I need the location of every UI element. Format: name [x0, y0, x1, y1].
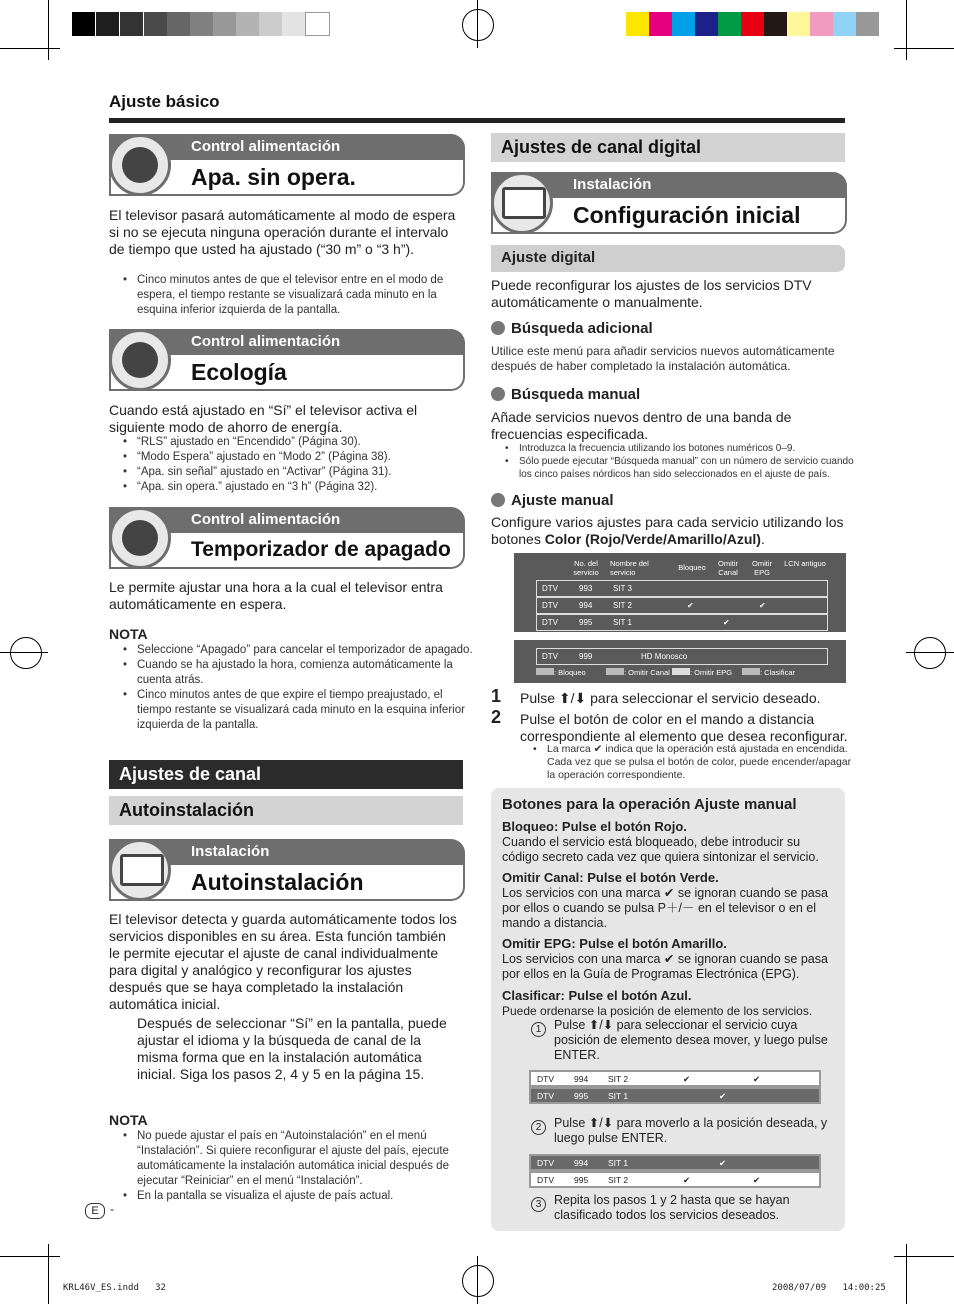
legend-green: : Omitir Canal: [606, 668, 670, 677]
heading-title: Configuración inicial: [491, 198, 847, 234]
heading-apa-sin-opera: [109, 134, 465, 198]
item-title: Omitir Canal: Pulse el botón Verde.: [502, 870, 719, 885]
bullet-dot-icon: [491, 493, 505, 507]
list-item: • Sólo puede ejecutar “Búsqueda manual” con un número de servicio cuando los cinco países nórdicos han sido seleccionados en el ajuste de país.: [519, 455, 859, 481]
box-title: Botones para la operación Ajuste manual: [502, 796, 797, 813]
table-row[interactable]: DTV 995 SIT 1 ✔: [536, 614, 828, 631]
bullet-list: [533, 743, 859, 782]
heading-category: Instalación: [109, 839, 465, 865]
table-break: [514, 632, 846, 640]
item-text: Puede ordenarse la posición de elemento de los servicios.: [502, 1004, 813, 1018]
list-item: • Introduzca la frecuencia utilizando los botones numéricos 0–9.: [519, 442, 859, 455]
paragraph: El televisor detecta y guarda automáticamente todos los servicios disponibles en su área. Esta función también le permite ejecutar el ajuste de canal individualmente para digital y analógico y reconfigurar los ajustes después que se haya completado la instalación automática inicial.: [109, 911, 457, 1012]
column-header: Bloqueo: [678, 563, 706, 572]
list-item: • “Modo Espera” ajustado en “Modo 2” (Página 38).: [137, 450, 479, 465]
heading-title: Apa. sin opera.: [109, 160, 465, 196]
service-table-screen: [514, 553, 846, 683]
manual-buttons-box: [491, 788, 845, 1231]
column-header: Omitir Canal: [718, 559, 738, 577]
substep-text: Pulse ⬆/⬇ para seleccionar el servicio cuya posición de elemento desea mover, y luego pulse ENTER.: [554, 1018, 828, 1062]
heading-title: Autoinstalación: [109, 865, 465, 901]
substep-text: Repita los pasos 1 y 2 hasta que se hayan clasificado todos los servicios deseados.: [554, 1193, 790, 1222]
mini-table-row: DTV 994 SIT 2 ✔ ✔: [529, 1070, 821, 1087]
list-item: • Cinco minutos antes de que expire el tiempo preajustado, el tiempo restante se visualizará cada minuto en la esquina inferior izquierda de la pantalla.: [137, 688, 479, 733]
note-title: NOTA: [109, 626, 148, 642]
bullet-list: [123, 435, 479, 495]
tv-settings-icon: [491, 172, 553, 234]
heading-title: Ecología: [109, 355, 465, 391]
list-item: • Cuando se ha ajustado la hora, comienza automáticamente la cuenta atrás.: [137, 658, 479, 688]
substep-number: 2: [531, 1117, 546, 1135]
paragraph: El televisor pasará automáticamente al modo de espera si no se ejecuta ninguna operación durante el intervalo de tiempo que usted ha ajustado (“30 m” o “3 h”).: [109, 207, 456, 257]
footer-timestamp: 2008/07/09 14:00:25: [772, 1283, 886, 1293]
list-item: • La marca ✔ indica que la operación está ajustada en encendida. Cada vez que se pulsa el botón de color, puede encender/apagar la operación correspondiente.: [547, 743, 859, 782]
list-item: • No puede ajustar el país en “Autoinstalación” en el menú “Instalación”. Si quiere reconfigurar el ajuste del país, ejecute automáticamente la instalación automática inicial después de ejecutar “Reiniciar” en el menú “Instalación”.: [137, 1129, 479, 1189]
table-row[interactable]: DTV 994 SIT 2 ✔ ✔: [536, 597, 828, 614]
table-row[interactable]: DTV 999 HD Monosco: [536, 648, 828, 665]
column-header: Nombre del servicio: [610, 559, 649, 577]
subsection-busqueda-manual: Búsqueda manual: [491, 386, 640, 403]
section-title: Ajuste básico: [109, 92, 220, 111]
mini-table-row: DTV 994 SIT 1 ✔: [529, 1154, 821, 1171]
paragraph: Utilice este menú para añadir servicios nuevos automáticamente después de haber completado la instalación automática.: [491, 344, 835, 373]
item-title: Clasificar: Pulse el botón Azul.: [502, 988, 692, 1003]
heading-configuracion-inicial: [491, 172, 847, 236]
note-title: NOTA: [109, 1112, 148, 1128]
list-item: • Seleccione “Apagado” para cancelar el temporizador de apagado.: [137, 643, 479, 658]
item-title: Bloqueo: Pulse el botón Rojo.: [502, 819, 687, 834]
heading-category: Control alimentación: [109, 507, 465, 533]
paragraph: Añade servicios nuevos dentro de una banda de frecuencias especificada.: [491, 409, 792, 442]
list-item: • “Apa. sin opera.” ajustado en “3 h” (Página 32).: [137, 480, 479, 495]
heading-temporizador: [109, 507, 465, 571]
section-rule: [109, 118, 845, 123]
bullet-list: [505, 442, 859, 481]
paragraph: Configure varios ajustes para cada servicio utilizando los botones Color (Rojo/Verde/Amarillo/Azul).: [491, 514, 844, 547]
page-number-dash: -: [110, 1202, 114, 1216]
tv-settings-icon: [109, 839, 171, 901]
item-text: Los servicios con una marca ✔ se ignoran cuando se pasa por ellos en la Guía de Programas Electrónica (EPG).: [502, 952, 828, 981]
list-item: • “Apa. sin señal” ajustado en “Activar” (Página 31).: [137, 465, 479, 480]
band-ajustes-canal-digital: Ajustes de canal digital: [491, 133, 845, 162]
heading-category: Control alimentación: [109, 134, 465, 160]
step-text: Pulse ⬆/⬇ para seleccionar el servicio deseado.: [520, 690, 821, 706]
column-header: Omitir EPG: [752, 559, 772, 577]
bullet-dot-icon: [491, 387, 505, 401]
subsection-ajuste-manual: Ajuste manual: [491, 492, 614, 509]
band-ajustes-de-canal: Ajustes de canal: [109, 760, 463, 789]
paragraph: Puede reconfigurar los ajustes de los servicios DTV automáticamente o manualmente.: [491, 277, 812, 310]
list-item: • En la pantalla se visualiza el ajuste de país actual.: [137, 1189, 479, 1204]
step-text: Pulse el botón de color en el mando a distancia correspondiente al elemento que desea reconfigurar.: [520, 711, 848, 744]
bullet-list: [123, 273, 479, 318]
table-row[interactable]: DTV 993 SIT 3: [536, 580, 828, 597]
list-item: • “RLS” ajustado en “Encendido” (Página 30).: [137, 435, 479, 450]
legend-blue: : Clasificar: [742, 668, 795, 677]
heading-category: Control alimentación: [109, 329, 465, 355]
paragraph: Después de seleccionar “Sí” en la pantalla, puede ajustar el idioma y la búsqueda de canal de la misma forma que en la instalación automática inicial. Siga los pasos 2, 4 y 5 en la página 15.: [137, 1015, 447, 1082]
substep-number: 3: [531, 1194, 546, 1212]
item-text: Cuando el servicio está bloqueado, debe introducir su código secreto cada vez que quiera sintonizar el servicio.: [502, 835, 819, 864]
step-number: 2: [491, 707, 502, 727]
heading-autoinstalacion: [109, 839, 465, 903]
heading-category: Instalación: [491, 172, 847, 198]
list-item: • Cinco minutos antes de que el televisor entre en el modo de espera, el tiempo restante se visualizará cada minuto en la esquina inferior izquierda de la pantalla.: [137, 273, 479, 318]
column-header: LCN antiguo: [784, 559, 826, 568]
subheading-ajuste-digital: Ajuste digital: [491, 245, 845, 272]
item-text: Los servicios con una marca ✔ se ignoran cuando se pasa por ellos o cuando se pulsa P＋/－ en el televisor o en el mando a distancia.: [502, 886, 828, 930]
heading-title: Temporizador de apagado: [109, 533, 465, 569]
footer-file: KRL46V_ES.indd 32: [63, 1283, 166, 1293]
step-number: 1: [491, 686, 502, 706]
legend-red: : Bloqueo: [536, 668, 586, 677]
bullet-dot-icon: [491, 321, 505, 335]
subsection-busqueda-adicional: Búsqueda adicional: [491, 320, 653, 337]
power-icon: [109, 329, 171, 391]
substep-number: 1: [531, 1019, 546, 1037]
heading-ecologia: [109, 329, 465, 393]
power-icon: [109, 134, 171, 196]
paragraph: Cuando está ajustado en “Sí” el televisor activa el siguiente modo de ahorro de energía.: [109, 402, 418, 435]
paragraph: Le permite ajustar una hora a la cual el televisor entra automáticamente en espera.: [109, 579, 443, 612]
band-autoinstalacion: Autoinstalación: [109, 796, 463, 825]
power-icon: [109, 507, 171, 569]
bullet-list: [123, 643, 479, 733]
mini-table-row: DTV 995 SIT 1 ✔: [529, 1087, 821, 1104]
item-title: Omitir EPG: Pulse el botón Amarillo.: [502, 936, 727, 951]
legend-yellow: : Omitir EPG: [672, 668, 732, 677]
mini-table-row: DTV 995 SIT 2 ✔ ✔: [529, 1171, 821, 1188]
bullet-list: [123, 1129, 479, 1204]
substep-text: Pulse ⬆/⬇ para moverlo a la posición deseada, y luego pulse ENTER.: [554, 1116, 828, 1145]
column-header: No. del servicio: [573, 559, 599, 577]
page-language-mark: E: [85, 1203, 105, 1219]
